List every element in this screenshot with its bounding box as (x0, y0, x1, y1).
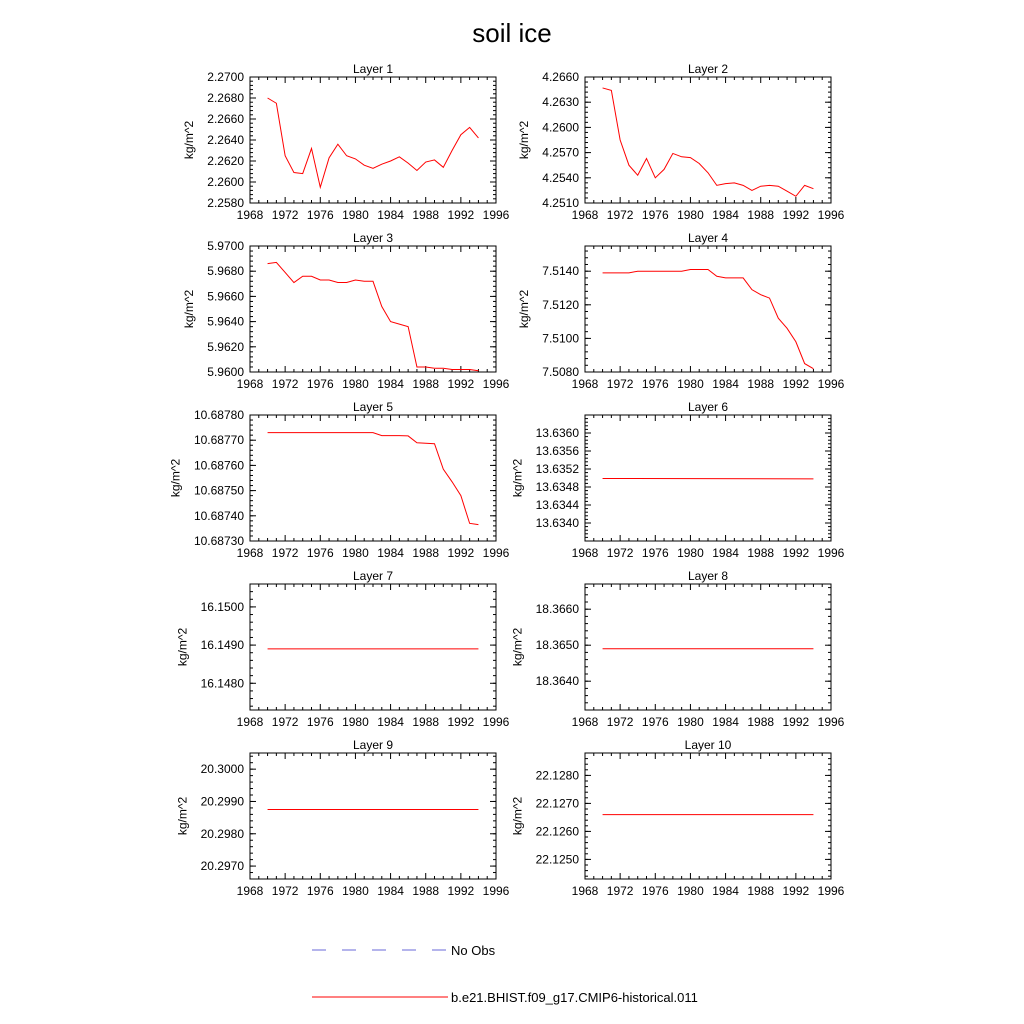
x-tick-label: 1972 (606, 715, 634, 729)
y-tick-label: 10.68780 (193, 408, 244, 422)
panel-layer-8 (510, 569, 844, 729)
x-tick-label: 1992 (447, 715, 475, 729)
x-tick-label: 1980 (342, 546, 369, 560)
x-tick-label: 1984 (377, 208, 404, 222)
x-tick-label: 1988 (412, 377, 440, 391)
x-tick-label: 1984 (712, 884, 739, 898)
x-tick-label: 1968 (571, 546, 599, 560)
y-tick-label: 20.3000 (200, 762, 244, 777)
x-tick-label: 1980 (342, 884, 369, 898)
x-tick-label: 1968 (236, 715, 264, 729)
x-tick-label: 1972 (606, 208, 634, 222)
plot-frame (585, 753, 831, 879)
x-tick-label: 1992 (447, 377, 475, 391)
panel-layer-9 (175, 738, 509, 898)
x-tick-label: 1968 (236, 546, 264, 560)
y-tick-label: 20.2980 (200, 826, 244, 841)
x-tick-label: 1980 (677, 715, 704, 729)
x-tick-label: 1976 (641, 884, 669, 898)
x-tick-label: 1972 (271, 884, 299, 898)
x-tick-label: 1996 (482, 546, 510, 560)
panel-title: Layer 1 (352, 62, 394, 76)
y-tick-label: 5.9700 (207, 239, 244, 253)
series-line (268, 98, 479, 187)
x-tick-label: 1980 (677, 884, 704, 898)
x-tick-label: 1984 (377, 546, 404, 560)
x-tick-label: 1980 (677, 546, 704, 560)
legend-label: No Obs (451, 943, 496, 958)
y-tick-label: 20.2970 (200, 859, 244, 874)
x-tick-label: 1996 (482, 715, 510, 729)
y-tick-label: 2.2580 (207, 196, 244, 210)
series-line (268, 262, 479, 370)
plot-frame (250, 584, 496, 710)
x-tick-label: 1980 (342, 208, 369, 222)
legend-entry-2 (312, 990, 698, 1005)
x-tick-label: 1992 (782, 546, 810, 560)
panel-title: Layer 10 (684, 738, 732, 752)
y-tick-label: 18.3640 (535, 674, 579, 689)
y-tick-label: 22.1260 (535, 824, 579, 839)
y-axis-label: kg/m^2 (510, 458, 525, 498)
panel-layer-1 (182, 62, 509, 222)
x-tick-label: 1984 (712, 208, 739, 222)
x-tick-label: 1968 (571, 377, 599, 391)
x-tick-label: 1968 (236, 208, 264, 222)
panel-layer-6 (510, 400, 844, 560)
y-tick-label: 4.2540 (542, 170, 579, 185)
plot-frame (250, 415, 496, 541)
x-tick-label: 1992 (782, 884, 810, 898)
x-tick-label: 1968 (236, 377, 264, 391)
x-tick-label: 1976 (641, 208, 669, 222)
plot-frame (585, 246, 831, 372)
x-tick-label: 1984 (712, 546, 739, 560)
y-tick-label: 4.2660 (542, 70, 579, 84)
series-line (268, 433, 479, 525)
y-tick-label: 10.68730 (193, 534, 244, 548)
x-tick-label: 1984 (377, 377, 404, 391)
x-tick-label: 1972 (271, 715, 299, 729)
y-axis-label: kg/m^2 (517, 289, 532, 329)
x-tick-label: 1968 (571, 715, 599, 729)
legend (312, 943, 698, 1005)
x-tick-label: 1980 (677, 377, 704, 391)
panel-layer-5 (169, 400, 510, 560)
x-tick-label: 1980 (342, 715, 369, 729)
y-tick-label: 20.2990 (200, 794, 244, 809)
x-tick-label: 1976 (641, 546, 669, 560)
y-tick-label: 2.2680 (207, 91, 244, 105)
x-tick-label: 1992 (447, 884, 475, 898)
y-tick-label: 10.68750 (193, 483, 244, 498)
x-tick-label: 1992 (447, 546, 475, 560)
y-tick-label: 5.9640 (207, 314, 244, 329)
panel-layer-3 (182, 231, 509, 391)
panel-layer-7 (175, 569, 509, 729)
x-tick-label: 1976 (641, 715, 669, 729)
y-tick-label: 7.5140 (542, 264, 579, 279)
y-tick-label: 4.2600 (542, 120, 579, 135)
y-axis-label: kg/m^2 (510, 796, 525, 836)
panel-title: Layer 4 (687, 231, 729, 245)
x-tick-label: 1968 (571, 884, 599, 898)
y-tick-label: 5.9600 (207, 365, 244, 379)
x-tick-label: 1972 (606, 377, 634, 391)
y-tick-label: 13.6360 (535, 426, 579, 440)
y-tick-label: 7.5080 (542, 365, 579, 379)
y-tick-label: 4.2570 (542, 145, 579, 160)
y-tick-label: 5.9680 (207, 264, 244, 279)
y-tick-label: 16.1490 (200, 638, 244, 653)
x-tick-label: 1996 (817, 377, 845, 391)
y-axis-label: kg/m^2 (175, 796, 190, 836)
y-tick-label: 10.68740 (193, 508, 244, 523)
series-line (603, 88, 814, 196)
x-tick-label: 1992 (782, 377, 810, 391)
x-tick-label: 1996 (817, 715, 845, 729)
x-tick-label: 1988 (747, 377, 775, 391)
x-tick-label: 1976 (306, 546, 334, 560)
y-tick-label: 2.2620 (207, 154, 244, 168)
plot-frame (585, 77, 831, 203)
y-tick-label: 13.6348 (535, 480, 579, 494)
y-tick-label: 16.1480 (200, 676, 244, 691)
y-axis-label: kg/m^2 (175, 627, 190, 667)
x-tick-label: 1972 (271, 377, 299, 391)
x-tick-label: 1968 (571, 208, 599, 222)
y-tick-label: 5.9620 (207, 339, 244, 354)
plot-frame (585, 584, 831, 710)
panel-layer-2 (517, 62, 844, 222)
y-axis-label: kg/m^2 (182, 120, 197, 160)
panel-title: Layer 8 (687, 569, 729, 583)
x-tick-label: 1988 (412, 208, 440, 222)
x-tick-label: 1988 (412, 715, 440, 729)
panel-title: Layer 5 (352, 400, 394, 414)
panel-title: Layer 3 (352, 231, 394, 245)
y-tick-label: 13.6356 (535, 444, 579, 458)
y-tick-label: 5.9660 (207, 289, 244, 304)
y-tick-label: 4.2630 (542, 95, 579, 110)
plot-frame (250, 246, 496, 372)
y-tick-label: 7.5100 (542, 331, 579, 346)
x-tick-label: 1988 (747, 208, 775, 222)
x-tick-label: 1976 (306, 208, 334, 222)
y-axis-label: kg/m^2 (510, 627, 525, 667)
plot-frame (250, 77, 496, 203)
y-tick-label: 13.6344 (535, 498, 579, 512)
x-tick-label: 1980 (677, 208, 704, 222)
y-tick-label: 2.2660 (207, 112, 244, 126)
x-tick-label: 1972 (271, 546, 299, 560)
figure-title: soil ice (472, 18, 552, 48)
plot-frame (250, 753, 496, 879)
x-tick-label: 1988 (412, 884, 440, 898)
y-tick-label: 7.5120 (542, 297, 579, 312)
x-tick-label: 1988 (747, 715, 775, 729)
x-tick-label: 1988 (412, 546, 440, 560)
x-tick-label: 1992 (447, 208, 475, 222)
panel-layer-4 (517, 231, 844, 391)
y-tick-label: 22.1270 (535, 796, 579, 811)
x-tick-label: 1988 (747, 884, 775, 898)
panel-title: Layer 9 (352, 738, 394, 752)
x-tick-label: 1984 (377, 884, 404, 898)
legend-entry-1 (312, 943, 496, 958)
x-tick-label: 1972 (606, 884, 634, 898)
y-tick-label: 2.2600 (207, 175, 244, 189)
y-tick-label: 18.3650 (535, 638, 579, 653)
x-tick-label: 1996 (482, 884, 510, 898)
x-tick-label: 1984 (712, 377, 739, 391)
x-tick-label: 1988 (747, 546, 775, 560)
legend-label: b.e21.BHIST.f09_g17.CMIP6-historical.011 (451, 990, 698, 1005)
x-tick-label: 1976 (306, 715, 334, 729)
y-tick-label: 22.1280 (535, 768, 579, 783)
panel-title: Layer 2 (687, 62, 729, 76)
y-tick-label: 4.2510 (542, 196, 579, 210)
x-tick-label: 1968 (236, 884, 264, 898)
y-tick-label: 10.68770 (193, 433, 244, 448)
y-tick-label: 22.1250 (535, 852, 579, 867)
y-tick-label: 18.3660 (535, 602, 579, 617)
x-tick-label: 1992 (782, 715, 810, 729)
x-tick-label: 1996 (817, 546, 845, 560)
x-tick-label: 1976 (641, 377, 669, 391)
panel-title: Layer 7 (352, 569, 394, 583)
x-tick-label: 1984 (712, 715, 739, 729)
x-tick-label: 1996 (817, 208, 845, 222)
y-axis-label: kg/m^2 (517, 120, 532, 160)
panel-grid (169, 62, 845, 898)
y-tick-label: 2.2640 (207, 133, 244, 147)
y-axis-label: kg/m^2 (182, 289, 197, 329)
x-tick-label: 1976 (306, 377, 334, 391)
x-tick-label: 1992 (782, 208, 810, 222)
x-tick-label: 1996 (817, 884, 845, 898)
x-tick-label: 1972 (271, 208, 299, 222)
x-tick-label: 1980 (342, 377, 369, 391)
y-tick-label: 10.68760 (193, 458, 244, 473)
y-tick-label: 16.1500 (200, 599, 244, 614)
panel-title: Layer 6 (687, 400, 729, 414)
y-axis-label: kg/m^2 (168, 458, 183, 498)
series-line (603, 270, 814, 369)
y-tick-label: 2.2700 (207, 70, 244, 84)
y-tick-label: 13.6340 (535, 516, 579, 530)
panel-layer-10 (510, 738, 844, 898)
x-tick-label: 1972 (606, 546, 634, 560)
x-tick-label: 1996 (482, 377, 510, 391)
x-tick-label: 1976 (306, 884, 334, 898)
x-tick-label: 1996 (482, 208, 510, 222)
y-tick-label: 13.6352 (535, 462, 579, 476)
x-tick-label: 1984 (377, 715, 404, 729)
